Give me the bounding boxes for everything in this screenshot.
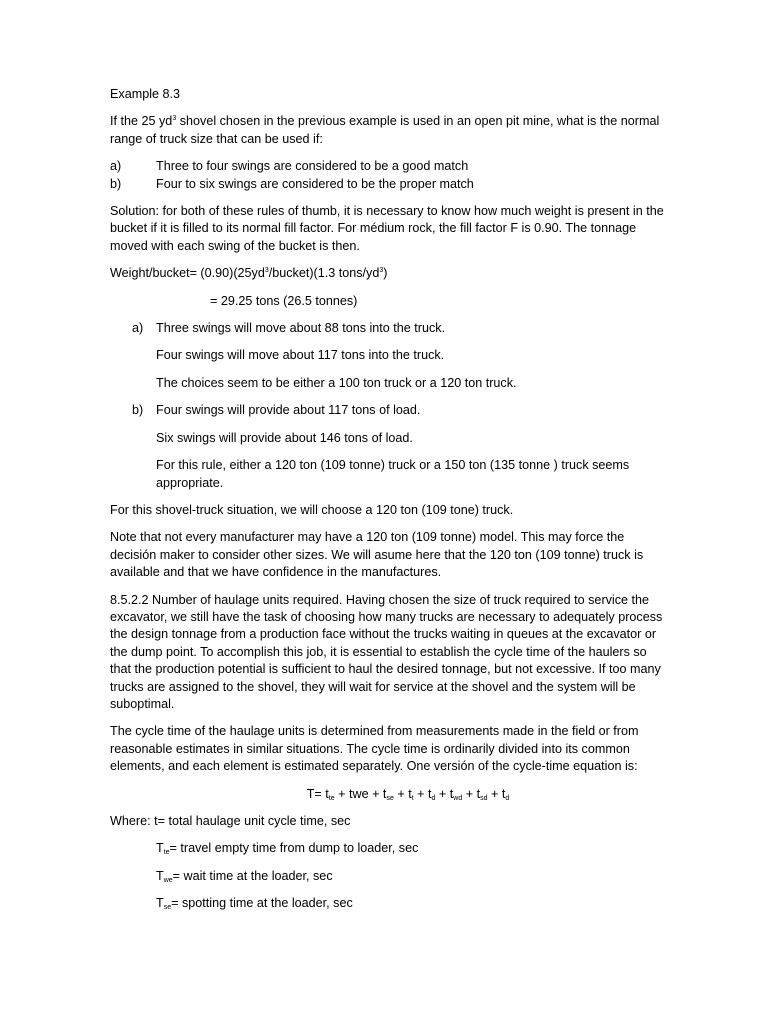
where-line: Where: t= total haulage unit cycle time, sec [110, 814, 351, 828]
note-paragraph: Note that not every manufacturer may have a 120 ton (109 tonne) model. This may force the decisión maker to consider other sizes. We will asume here that the 120 ton (109 tonne) truck is available and that we have confidence in the manufactures. [110, 530, 644, 580]
weight-result: = 29.25 tons (26.5 tonnes) [210, 293, 358, 308]
cycle-paragraph: The cycle time of the haulage units is determined from measurements made in the field or from reasonable estimates in similar situations. The cycle time is ordinarily divided into its common elements, and each element is estimated separately. One versión of the cycle-time equation is: [110, 724, 639, 774]
rule-text: Three to four swings are considered to be a good match [156, 159, 469, 174]
case-line: Four swings will move about 117 tons into the truck. [156, 348, 445, 363]
cubic-superscript: 3 [264, 267, 269, 275]
definition-item [110, 840, 666, 857]
section-paragraph: 8.5.2.2 Number of haulage units required. Having chosen the size of truck required to service the excavator, we still have the task of choosing how many trucks are necessary to adequately process the design tonnage from a production face without the trucks waiting in queues at the excavator or the dump point. To accomplish this job, it is essential to establish the cycle time of the haulers so that the production potential is sufficient to haul the desired tonnage, but not excessive. If too many trucks are assigned to the shovel, they will wait for service at the shovel and the system will be suboptimal. [110, 592, 663, 711]
definition-subscript: we [163, 876, 173, 884]
cubic-superscript: 3 [172, 115, 177, 123]
definition-text: = travel empty time from dump to loader, sec [169, 841, 419, 856]
list-marker: a) [110, 159, 122, 174]
equation-subscript: se [386, 794, 394, 802]
case-line: Six swings will provide about 146 tons of load. [156, 430, 413, 445]
question-text-start: If the 25 yd [110, 114, 173, 129]
definition-symbol: T [156, 868, 164, 883]
question-text-end: shovel chosen in the previous example is used in an open pit mine, what is the normal range of truck size that can be used if: [110, 114, 660, 146]
case-a-first [110, 320, 666, 337]
rule-item-a [110, 158, 666, 175]
equation-subscript: d [431, 794, 436, 802]
case-b [110, 402, 666, 492]
equation-term: + t [413, 786, 432, 801]
list-marker: a) [132, 321, 144, 336]
weight-eq-part: /bucket)(1.3 tons/yd [268, 266, 380, 281]
list-marker: b) [110, 176, 122, 191]
case-a [110, 320, 666, 392]
definition-symbol: T [156, 841, 164, 856]
rule-text: Four to six swings are considered to be the proper match [156, 176, 474, 191]
equation-term: + t [487, 786, 506, 801]
definition-text: = spotting time at the loader, sec [171, 896, 353, 911]
rule-item-b [110, 176, 666, 193]
equation-subscript: te [328, 794, 335, 802]
list-marker: b) [132, 403, 144, 418]
equation-term: + t [435, 786, 454, 801]
weight-eq-part: ) [383, 266, 388, 281]
case-line: Three swings will move about 88 tons into the truck. [156, 321, 446, 336]
definition-subscript: se [163, 904, 172, 912]
cubic-superscript: 3 [379, 267, 384, 275]
case-line: The choices seem to be either a 100 ton truck or a 120 ton truck. [156, 375, 517, 390]
equation-term: + twe + t [334, 786, 387, 801]
equation-subscript: d [505, 794, 510, 802]
solution-paragraph: Solution: for both of these rules of thumb, it is necessary to know how much weight is present in the bucket if it is filled to its normal fill factor. For médium rock, the fill factor F is 0.90. The tonnage moved with each swing of the bucket is then. [110, 204, 664, 253]
equation-term: + t [462, 786, 481, 801]
definition-text: = wait time at the loader, sec [172, 868, 333, 883]
question-paragraph [110, 113, 666, 148]
definitions-list [110, 840, 666, 912]
equation-subscript: wd [453, 794, 463, 802]
equation-subscript: t [411, 794, 414, 802]
definition-symbol: T [156, 896, 164, 911]
definition-item [110, 868, 666, 885]
definition-item [110, 895, 666, 912]
page-body [110, 86, 666, 923]
weight-equation [110, 265, 666, 282]
weight-eq-part: Weight/bucket= (0.90)(25yd [110, 266, 265, 281]
example-title: Example 8.3 [110, 87, 181, 101]
case-b-first [110, 402, 666, 419]
case-line: Four swings will provide about 117 tons of load. [156, 403, 421, 418]
equation-term: T= t [306, 786, 329, 801]
equation-term: + t [393, 786, 412, 801]
rules-list [110, 158, 666, 193]
equation-subscript: sd [480, 794, 488, 802]
choice-paragraph: For this shovel-truck situation, we will choose a 120 ton (109 tone) truck. [110, 502, 514, 517]
case-line: For this rule, either a 120 ton (109 tonne) truck or a 150 ton (135 tonne ) truck seems appropriate. [156, 458, 630, 490]
cycle-time-equation [110, 786, 666, 803]
definition-subscript: te [163, 849, 170, 857]
